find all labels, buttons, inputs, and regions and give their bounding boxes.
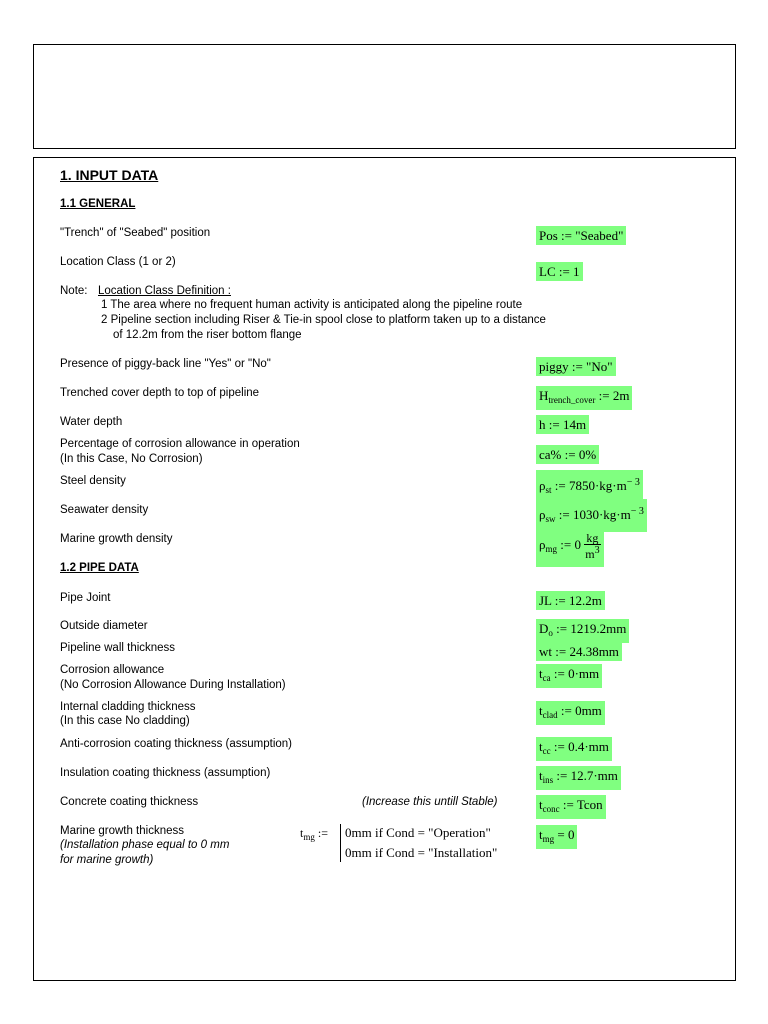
value-insulation-coating: $t_{ins}$ := 12.7·mm <box>536 766 621 790</box>
label-pipe-joint: Pipe Joint <box>60 592 111 604</box>
label-insulation-coating: Insulation coating thickness (assumption) <box>60 767 271 779</box>
value-outside-diameter: $D_o$ := 1219.2mm <box>536 619 629 643</box>
value-cladding-thickness: $t_{clad}$ := 0mm <box>536 701 605 725</box>
subsection-title-general: 1.1 GENERAL <box>60 198 136 210</box>
value-wall-thickness: wt := 24.38mm <box>536 642 622 661</box>
section-title-input-data: 1. INPUT DATA <box>60 167 159 183</box>
label-steel-density: Steel density <box>60 475 126 487</box>
value-corrosion-percentage: ca% := 0% <box>536 445 599 464</box>
value-anticorrosion-coating: $t_{cc}$ := 0.4·mm <box>536 737 612 761</box>
note-marine-growth-thickness-2: for marine growth) <box>60 854 154 866</box>
note-label: Note: <box>60 285 88 297</box>
label-corrosion-allowance-note: (No Corrosion Allowance During Installation) <box>60 679 286 691</box>
formula-case-operation: 0mm if Cond = "Operation" <box>345 825 491 840</box>
label-corrosion-percentage: Percentage of corrosion allowance in operation <box>60 438 300 450</box>
value-location-class: LC := 1 <box>536 262 583 281</box>
label-marine-growth-density: Marine growth density <box>60 533 173 545</box>
note-item-2: 2 Pipeline section including Riser & Tie-in spool close to platform taken up to a distance <box>101 314 546 326</box>
value-pipe-joint: JL := 12.2m <box>536 591 605 610</box>
value-marine-growth-thickness: $t_{mg} = 0$ <box>536 825 577 849</box>
value-piggy-back: piggy := "No" <box>536 357 616 376</box>
formula-brace <box>340 824 341 862</box>
formula-case-installation: 0mm if Cond = "Installation" <box>345 845 498 860</box>
note-item-2-cont: of 12.2m from the riser bottom flange <box>113 329 302 341</box>
note-item-1: 1 The area where no frequent human activity is anticipated along the pipeline route <box>101 299 523 311</box>
label-concrete-coating: Concrete coating thickness <box>60 796 199 808</box>
label-marine-growth-thickness: Marine growth thickness <box>60 825 184 837</box>
label-trench-cover: Trenched cover depth to top of pipeline <box>60 387 260 399</box>
label-water-depth: Water depth <box>60 416 123 428</box>
label-cladding-thickness: Internal cladding thickness <box>60 701 196 713</box>
value-concrete-coating: $t_{conc}$ := Tcon <box>536 795 606 819</box>
value-marine-growth-density: $\rho_{mg}$ := 0 $\frac{kg}{m^3}$ <box>536 527 604 567</box>
note-marine-growth-thickness-1: (Installation phase equal to 0 mm <box>60 839 230 851</box>
value-water-depth: h := 14m <box>536 415 589 434</box>
value-steel-density: $\rho_{st}$ := $7850\cdot kg\cdot m^{- 3}$ <box>536 470 643 503</box>
note-concrete-coating: (Increase this untill Stable) <box>362 796 498 808</box>
value-corrosion-allowance: $t_{ca}$ := 0·mm <box>536 664 602 688</box>
formula-marine-growth-definition: $t_{mg}$ := <box>300 826 328 842</box>
value-seawater-density: $\rho_{sw}$ := $1030\cdot kg\cdot m^{- 3}$ <box>536 499 647 532</box>
label-location-class: Location Class (1 or 2) <box>60 256 176 268</box>
label-corrosion-allowance: Corrosion allowance <box>60 664 165 676</box>
value-position: Pos := "Seabed" <box>536 226 626 245</box>
value-trench-cover: $H_{trench\_cover}$ := 2m <box>536 386 632 410</box>
label-piggy-back: Presence of piggy-back line "Yes" or "No" <box>60 358 271 370</box>
label-seawater-density: Seawater density <box>60 504 149 516</box>
label-wall-thickness: Pipeline wall thickness <box>60 642 176 654</box>
label-position: "Trench" of "Seabed" position <box>60 227 211 239</box>
label-anticorrosion-coating: Anti-corrosion coating thickness (assumption) <box>60 738 293 750</box>
header-box <box>33 44 736 149</box>
label-corrosion-percentage-note: (In this Case, No Corrosion) <box>60 453 203 465</box>
note-definition-title: Location Class Definition : <box>98 285 231 297</box>
label-outside-diameter: Outside diameter <box>60 620 148 632</box>
label-cladding-thickness-note: (In this case No cladding) <box>60 715 190 727</box>
subsection-title-pipe-data: 1.2 PIPE DATA <box>60 562 139 574</box>
